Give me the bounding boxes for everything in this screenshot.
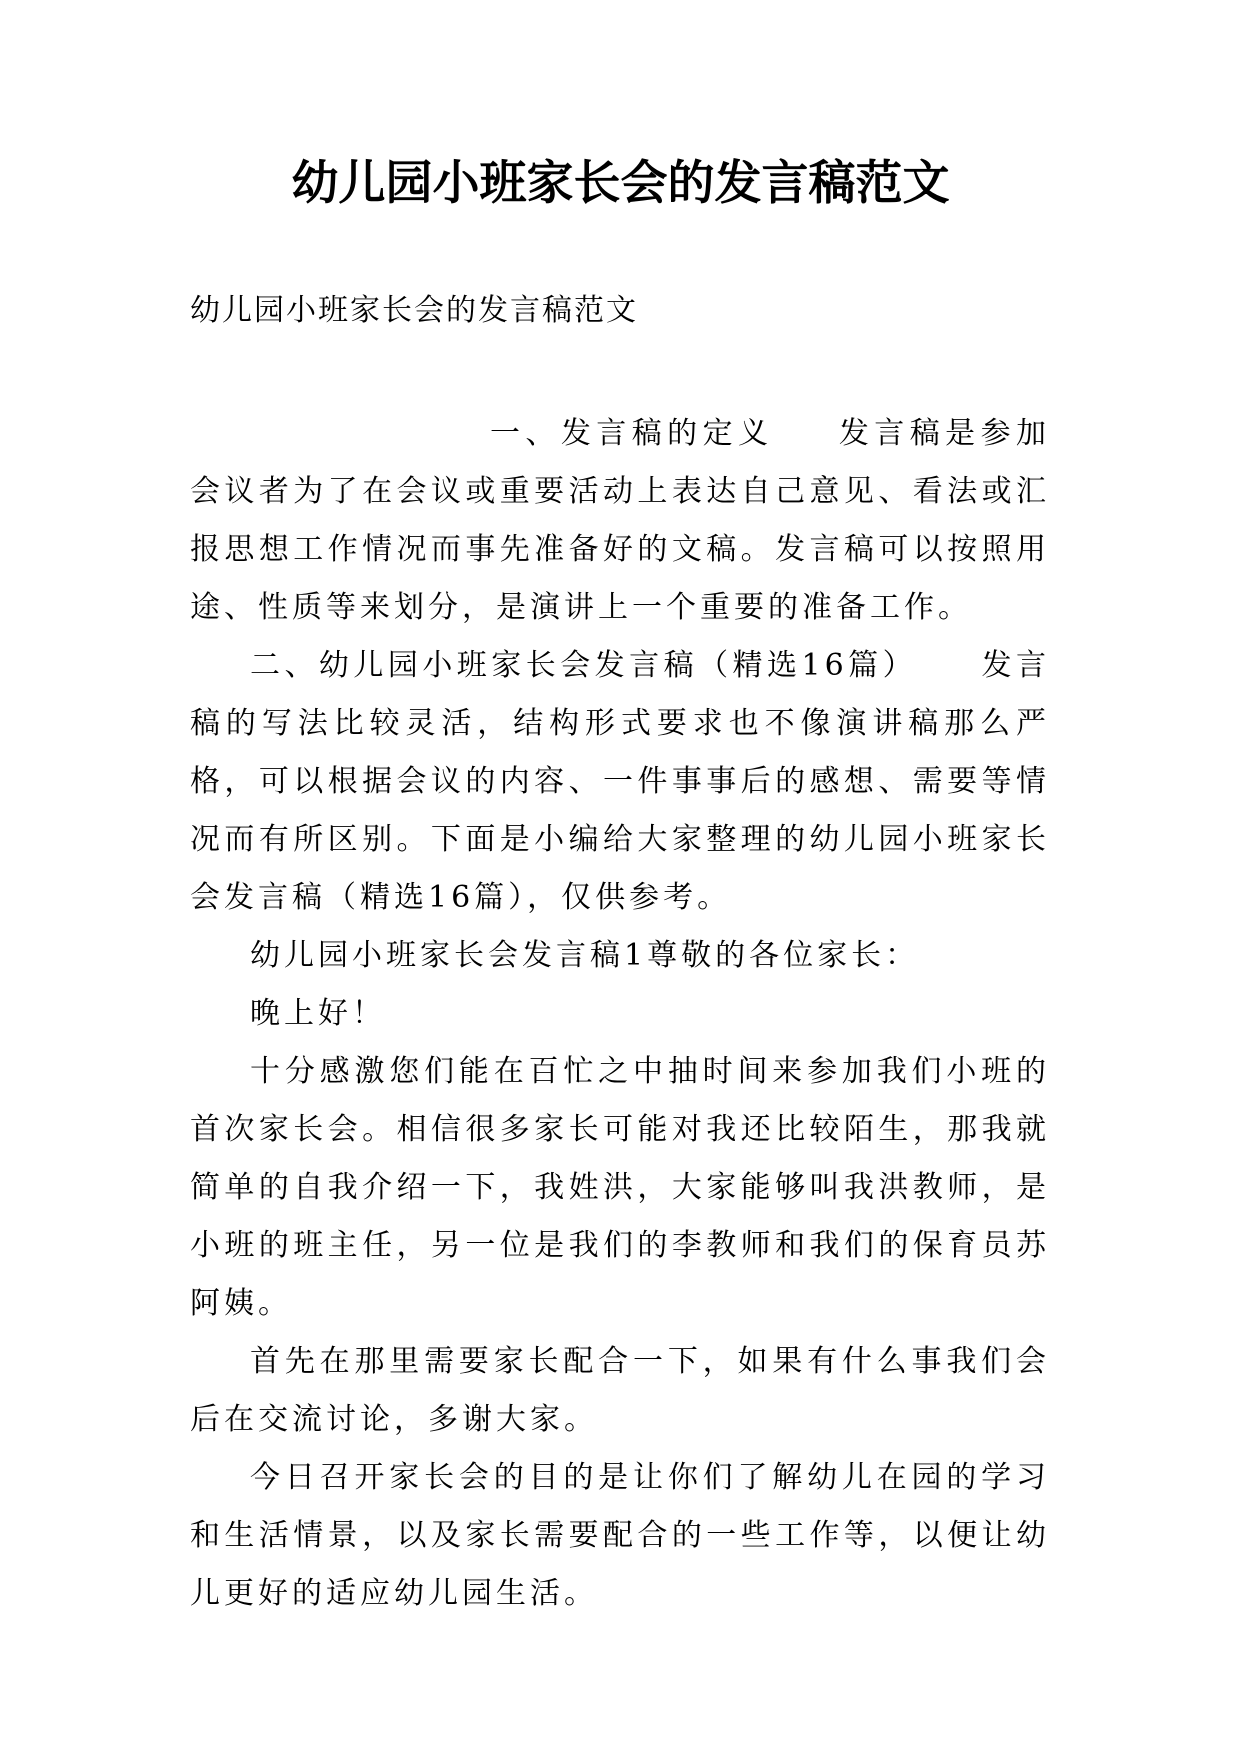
body-paragraph: 幼儿园小班家长会发言稿1尊敬的各位家长： — [250, 938, 920, 973]
section-1-paragraph — [190, 405, 1050, 637]
body-paragraph: 今日召开家长会的目的是让你们了解幼儿在园的学习和生活情景，以及家长需要配合的一些工作等，以便让幼儿更好的适应幼儿园生活。 — [190, 1460, 1050, 1611]
body-paragraph: 晚上好！ — [250, 996, 386, 1031]
document-title: 幼儿园小班家长会的发言稿范文 — [291, 156, 950, 211]
section-2-heading: 二、幼儿园小班家长会发言稿（精选16篇） — [250, 648, 918, 683]
section-1-body: 发言稿是参加会议者为了在会议或重要活动上表达自己意见、看法或汇报思想工作情况而事先准备好的文稿。发言稿可以按照用途、性质等来划分，是演讲上一个重要的准备工作。 — [190, 416, 1051, 625]
document-body — [190, 405, 1050, 1623]
section-2-paragraph — [190, 637, 1050, 927]
body-paragraph: 十分感激您们能在百忙之中抽时间来参加我们小班的首次家长会。相信很多家长可能对我还比较陌生，那我就简单的自我介绍一下，我姓洪，大家能够叫我洪教师，是小班的班主任，另一位是我们的李教师和我们的保育员苏阿姨。 — [190, 1054, 1050, 1321]
section-1-heading: 一、发言稿的定义 — [490, 416, 774, 451]
body-paragraph: 首先在那里需要家长配合一下，如果有什么事我们会后在交流讨论，多谢大家。 — [190, 1344, 1050, 1437]
section-2-body: 发言稿的写法比较灵活，结构形式要求也不像演讲稿那么严格，可以根据会议的内容、一件事事后的感想、需要等情况而有所区别。下面是小编给大家整理的幼儿园小班家长会发言稿（精选16篇），仅供参考。 — [190, 648, 1050, 915]
document-subtitle: 幼儿园小班家长会的发言稿范文 — [190, 293, 638, 328]
